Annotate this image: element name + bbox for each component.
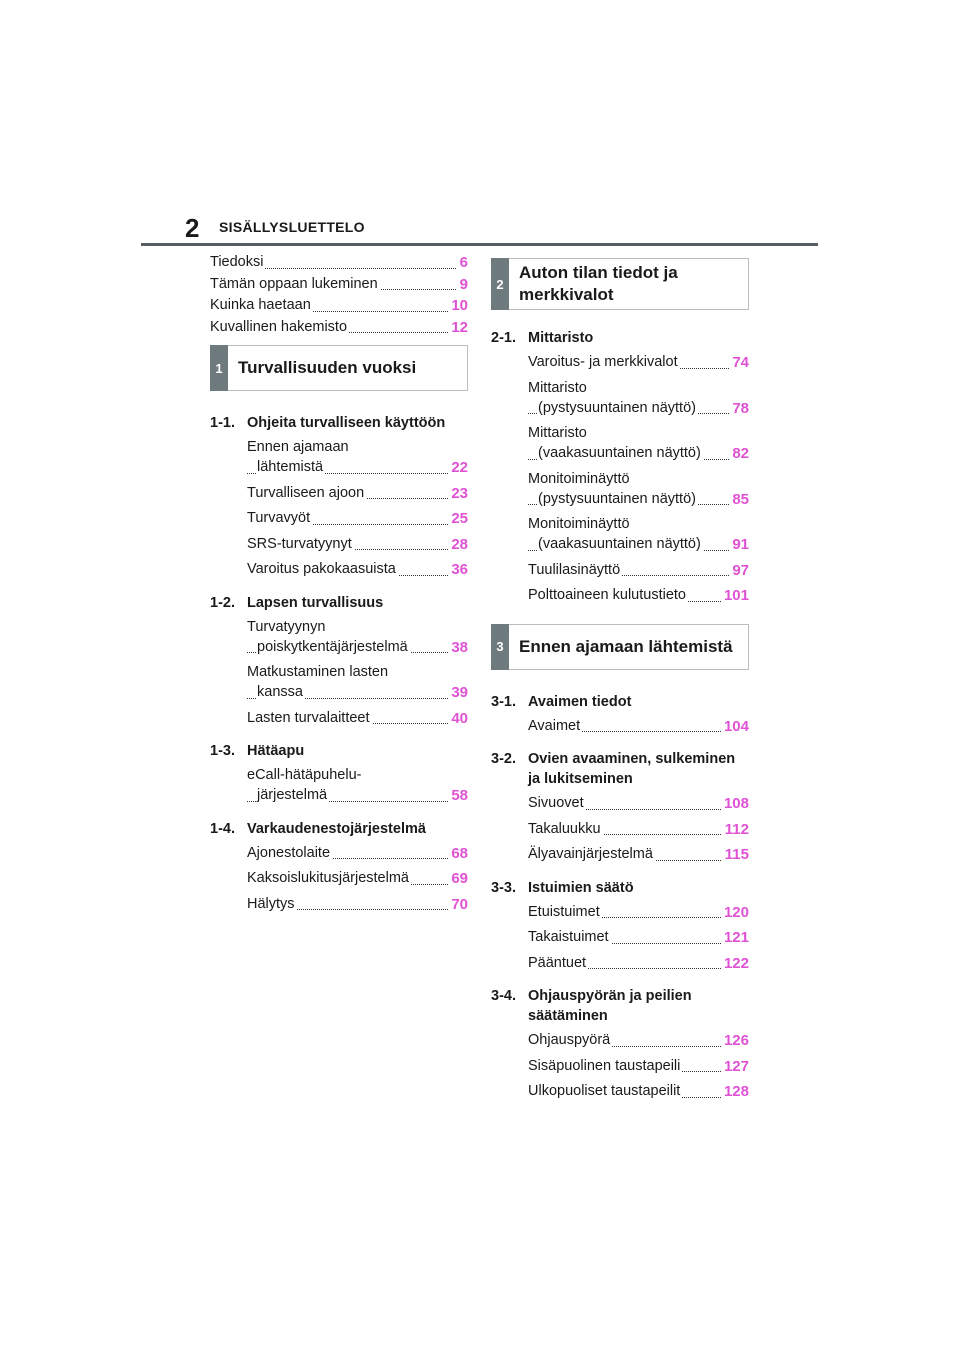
- toc-entry-page[interactable]: 101: [721, 585, 749, 607]
- toc-entry-label: Hälytys: [247, 895, 295, 912]
- toc-entry[interactable]: [210, 317, 468, 339]
- toc-entry-page[interactable]: 97: [729, 560, 749, 582]
- toc-entry-label: (pystysuuntainen näyttö): [538, 399, 696, 416]
- toc-entry-page[interactable]: 6: [457, 252, 468, 274]
- toc-entry-page[interactable]: 104: [721, 716, 749, 738]
- toc-entry-page[interactable]: 127: [721, 1056, 749, 1078]
- intro-list: [210, 252, 468, 338]
- toc-entry-label: Monitoiminäyttö: [528, 516, 630, 532]
- group-number: 1-3.: [210, 743, 235, 759]
- group-title: Avaimen tiedot: [528, 693, 632, 710]
- toc-entry-label: Kuinka haetaan: [210, 297, 311, 313]
- toc-group: [491, 986, 749, 1103]
- toc-entry-page[interactable]: 9: [457, 274, 468, 296]
- group-title: Ohjeita turvalliseen käyttöön: [247, 415, 446, 431]
- toc-entry-page[interactable]: 128: [721, 1081, 749, 1103]
- toc-entry-label: eCall-hätäpuhelu-: [247, 767, 362, 783]
- toc-entry-page[interactable]: 85: [729, 489, 749, 511]
- page-header: [185, 214, 818, 246]
- toc-entry-label: Ajonestolaite: [247, 844, 331, 861]
- toc-entry-label: Turvalliseen ajoon: [247, 484, 365, 501]
- header-rule: [141, 243, 818, 246]
- group-number: 1-1.: [210, 415, 235, 431]
- section-title: Turvallisuuden vuoksi: [238, 358, 417, 377]
- toc-entry-label: Sisäpuolinen taustapeili: [528, 1057, 681, 1074]
- section-title: Ennen ajamaan lähtemistä: [519, 636, 733, 656]
- toc-group: [491, 692, 749, 738]
- group-number: 2-1.: [491, 330, 516, 346]
- toc-entry-page[interactable]: 69: [448, 868, 468, 890]
- toc-entry-label: Turvavyöt: [247, 510, 311, 526]
- toc-entry[interactable]: [210, 295, 468, 317]
- group-number: 3-4.: [491, 988, 516, 1004]
- toc-entry-label: Kuvallinen hakemisto: [210, 318, 348, 335]
- toc-entry-label: Tuulilasinäyttö: [528, 561, 621, 578]
- toc-entry-page[interactable]: 122: [721, 953, 749, 975]
- group-title: Varkaudenestojärjestelmä: [247, 820, 426, 837]
- toc-entry[interactable]: [528, 378, 749, 420]
- toc-entry[interactable]: [528, 953, 749, 975]
- toc-entry-label: Ennen ajamaan: [247, 439, 349, 455]
- toc-entry[interactable]: [528, 514, 749, 556]
- toc-entry-label: Kaksoislukitusjärjestelmä: [247, 870, 409, 886]
- toc-entry[interactable]: [247, 894, 468, 916]
- section-header-3[interactable]: [491, 624, 749, 670]
- toc-entry[interactable]: [528, 844, 749, 866]
- toc-entry-label: Matkustaminen lasten: [247, 664, 389, 680]
- toc-entry-page[interactable]: 25: [448, 508, 468, 530]
- section-header-2[interactable]: [491, 258, 749, 310]
- toc-entry-label: Tiedoksi: [210, 254, 264, 270]
- toc-entry-page[interactable]: 115: [722, 844, 749, 866]
- group-title: Ovien avaaminen, sulkeminen ja lukitseminen: [528, 751, 736, 787]
- section-header-1[interactable]: [210, 345, 468, 391]
- toc-entry-label: Sivuovet: [528, 795, 584, 811]
- toc-entry[interactable]: [247, 843, 468, 865]
- toc-entry[interactable]: [528, 423, 749, 465]
- toc-group: [491, 328, 749, 607]
- toc-entry[interactable]: [528, 902, 749, 924]
- toc-entry-label: (pystysuuntainen näyttö): [538, 490, 696, 507]
- toc-entry-label: Ohjauspyörä: [528, 1032, 611, 1048]
- toc-entry-label: poiskytkentäjärjestelmä: [257, 638, 408, 655]
- toc-entry-label: Tämän oppaan lukeminen: [210, 275, 378, 292]
- group-title: Ohjauspyörän ja peilien säätäminen: [528, 988, 692, 1024]
- toc-entry-page[interactable]: 38: [448, 637, 468, 659]
- toc-entry[interactable]: [247, 508, 468, 530]
- toc-entry-page[interactable]: 36: [448, 559, 468, 581]
- toc-entry[interactable]: [247, 617, 468, 659]
- group-number: 3-1.: [491, 693, 516, 710]
- toc-entry[interactable]: [210, 274, 468, 296]
- toc-entry-label: Ulkopuoliset taustapeilit: [528, 1083, 681, 1099]
- toc-entry-page[interactable]: 120: [721, 902, 749, 924]
- toc-entry-page[interactable]: 58: [448, 785, 468, 807]
- group-title: Hätäapu: [247, 743, 305, 759]
- toc-entry[interactable]: [247, 662, 468, 704]
- group-number: 1-2.: [210, 594, 235, 611]
- toc-group: [491, 878, 749, 975]
- toc-entry-label: kanssa: [257, 684, 303, 700]
- toc-entry-label: Lasten turvalaitteet: [247, 709, 370, 726]
- group-number: 3-2.: [491, 751, 516, 767]
- toc-entry-label: Mittaristo: [528, 379, 587, 396]
- toc-entry[interactable]: [247, 559, 468, 581]
- toc-group: [491, 749, 749, 866]
- toc-column-left: [210, 252, 468, 915]
- section-tab: 2: [491, 258, 509, 310]
- toc-entry-page[interactable]: 112: [722, 819, 749, 841]
- toc-entry[interactable]: [528, 352, 749, 374]
- group-title: Istuimien säätö: [528, 879, 634, 896]
- toc-entry[interactable]: [528, 1056, 749, 1078]
- toc-entry-page[interactable]: 70: [448, 894, 468, 916]
- toc-entry-page[interactable]: 82: [729, 443, 749, 465]
- toc-entry-label: Avaimet: [528, 717, 581, 734]
- toc-entry-page[interactable]: 10: [448, 295, 468, 317]
- toc-entry-label: lähtemistä: [257, 459, 324, 475]
- toc-entry-page[interactable]: 40: [448, 708, 468, 730]
- toc-group: [210, 413, 468, 581]
- toc-entry-label: (vaakasuuntainen näyttö): [538, 445, 701, 461]
- toc-entry[interactable]: [247, 868, 468, 890]
- toc-entry[interactable]: [528, 716, 749, 738]
- toc-group: [210, 593, 468, 730]
- toc-entry[interactable]: [528, 1030, 749, 1052]
- page-number: 2: [185, 213, 200, 243]
- toc-entry[interactable]: [247, 765, 468, 807]
- toc-entry-label: Mittaristo: [528, 425, 587, 441]
- toc-column-right: [491, 258, 749, 1103]
- toc-entry-label: (vaakasuuntainen näyttö): [538, 536, 701, 552]
- toc-entry[interactable]: [528, 585, 749, 607]
- toc-entry-label: Etuistuimet: [528, 903, 600, 920]
- toc-entry[interactable]: [210, 252, 468, 274]
- toc-entry[interactable]: [528, 793, 749, 815]
- group-number: 3-3.: [491, 879, 516, 896]
- toc-entry[interactable]: [528, 560, 749, 582]
- section-tab: 1: [210, 345, 228, 391]
- toc-entry-label: Monitoiminäyttö: [528, 470, 630, 487]
- section-tab: 3: [491, 624, 509, 670]
- toc-entry-page[interactable]: 78: [729, 398, 749, 420]
- toc-entry-label: Turvatyynyn: [247, 618, 326, 635]
- toc-entry[interactable]: [528, 927, 749, 949]
- toc-entry-label: Varoitus- ja merkkivalot: [528, 354, 678, 370]
- toc-entry-label: Varoitus pakokaasuista: [247, 561, 396, 577]
- toc-entry-page[interactable]: 74: [729, 352, 749, 374]
- group-number: 1-4.: [210, 820, 235, 837]
- toc-entry-page[interactable]: 28: [448, 534, 468, 556]
- group-title: Mittaristo: [528, 330, 594, 346]
- toc-entry[interactable]: [528, 469, 749, 511]
- toc-entry[interactable]: [247, 534, 468, 556]
- toc-entry[interactable]: [247, 437, 468, 479]
- toc-entry-page[interactable]: 68: [448, 843, 468, 865]
- toc-entry-page[interactable]: 121: [721, 927, 749, 949]
- toc-entry-label: Takaluukku: [528, 820, 601, 837]
- toc-entry-page[interactable]: 12: [448, 317, 468, 339]
- toc-entry-page[interactable]: 22: [448, 457, 468, 479]
- header-title: SISÄLLYSLUETTELO: [219, 219, 365, 235]
- section-title: Auton tilan tiedot ja merkkivalot: [519, 263, 678, 304]
- toc-entry-page[interactable]: 108: [721, 793, 749, 815]
- toc-entry-page[interactable]: 91: [729, 534, 749, 556]
- toc-entry-page[interactable]: 39: [448, 682, 468, 704]
- toc-entry-page[interactable]: 126: [721, 1030, 749, 1052]
- toc-entry[interactable]: [247, 708, 468, 730]
- toc-entry-label: Polttoaineen kulutustieto: [528, 587, 686, 603]
- toc-entry-label: Pääntuet: [528, 954, 587, 971]
- toc-entry-label: järjestelmä: [257, 787, 328, 803]
- toc-entry-label: Takaistuimet: [528, 929, 609, 945]
- toc-entry[interactable]: [528, 1081, 749, 1103]
- toc-group: [210, 741, 468, 807]
- toc-entry-label: Älyavainjärjestelmä: [528, 846, 653, 862]
- toc-group: [210, 819, 468, 916]
- toc-entry-label: SRS-turvatyynyt: [247, 535, 352, 552]
- toc-entry[interactable]: [528, 819, 749, 841]
- toc-entry-page[interactable]: 23: [448, 483, 468, 505]
- toc-entry[interactable]: [247, 483, 468, 505]
- group-title: Lapsen turvallisuus: [247, 594, 384, 611]
